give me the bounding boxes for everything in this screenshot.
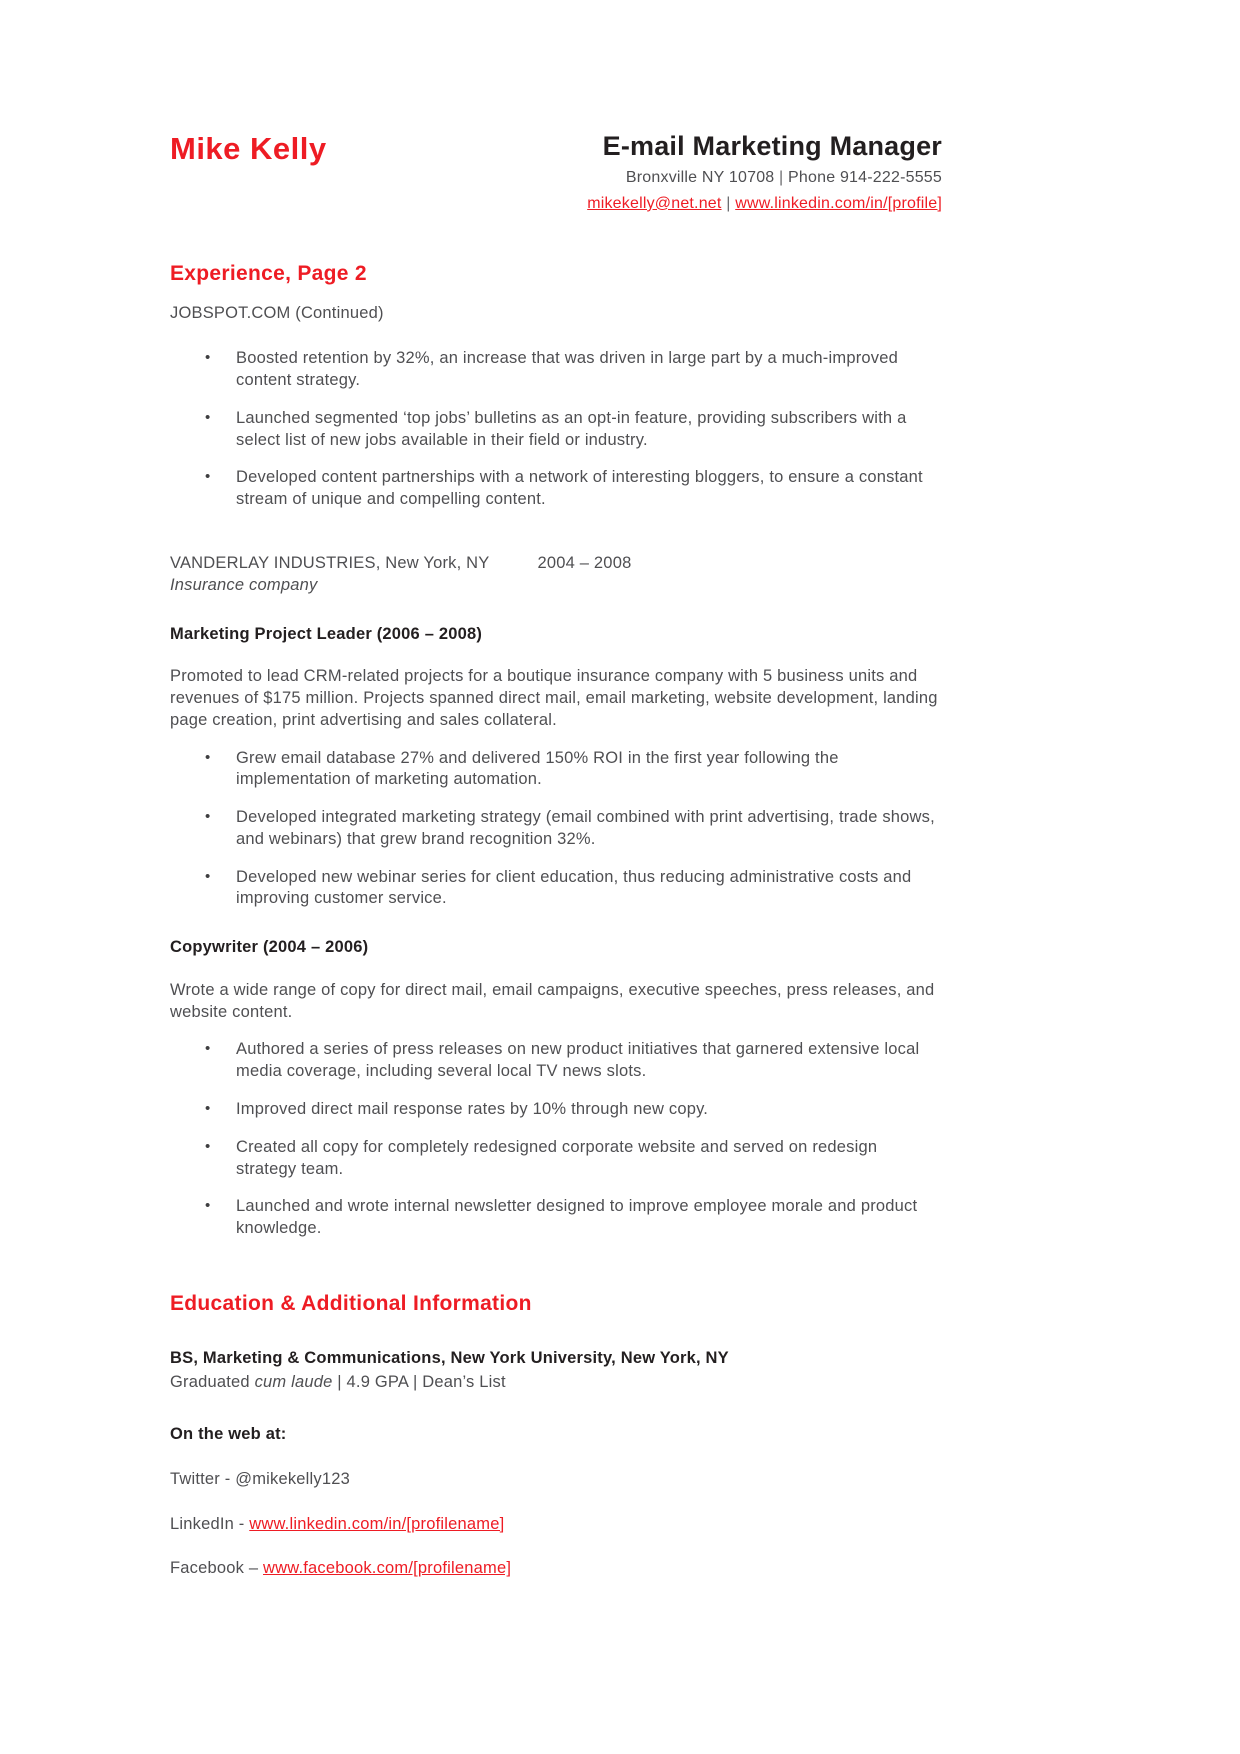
twitter-handle: @mikekelly123 — [235, 1469, 350, 1488]
list-item: • Launched and wrote internal newsletter designed to improve employee morale and product knowledge. — [236, 1196, 942, 1240]
contact-line-location-phone — [587, 167, 942, 188]
graduation-line — [170, 1372, 942, 1394]
linkedin-url-link[interactable]: www.linkedin.com/in/[profilename] — [249, 1514, 505, 1533]
list-item: • Grew email database 27% and delivered 150% ROI in the first year following the implementation of marketing automation. — [236, 748, 942, 792]
graduated-prefix: Graduated — [170, 1373, 255, 1392]
list-item: • Developed content partnerships with a network of interesting bloggers, to ensure a constant stream of unique and compelling content. — [236, 467, 942, 511]
employment-dates: 2004 – 2008 — [537, 553, 632, 572]
list-item: • Launched segmented ‘top jobs’ bulletins as an opt-in feature, providing subscribers with a select list of new jobs available in their field or industry. — [236, 408, 942, 452]
role-summary: Wrote a wide range of copy for direct mail, email campaigns, executive speeches, press releases, and website content. — [170, 980, 935, 1021]
linkedin-label: LinkedIn - — [170, 1514, 250, 1533]
list-item: • Authored a series of press releases on new product initiatives that garnered extensive local media coverage, including several local TV news slots. — [236, 1039, 942, 1083]
gpa-deans-list-text: | 4.9 GPA | Dean’s List — [332, 1373, 506, 1392]
experience-heading: Experience, Page 2 — [170, 261, 367, 285]
education-heading: Education & Additional Information — [170, 1291, 532, 1315]
title-block — [587, 132, 942, 214]
cum-laude-text: cum laude — [254, 1373, 333, 1392]
email-link[interactable]: mikekelly@net.net — [587, 194, 722, 212]
linkedin-line — [170, 1514, 942, 1536]
list-item: • Developed integrated marketing strategy (email combined with print advertising, trade shows, and webinars) that grew brand recognition 32%. — [236, 807, 942, 851]
role-summary: Promoted to lead CRM-related projects for a boutique insurance company with 5 business units and revenues of $175 million. Projects spanned direct mail, email marketing, website development, landing page creation, print advertising and sales collateral. — [170, 667, 938, 729]
on-the-web-heading: On the web at: — [170, 1425, 287, 1444]
location-text: Bronxville NY 10708 — [625, 168, 775, 186]
jobspot-bullet-list — [170, 348, 942, 511]
jobspot-company-line: JOBSPOT.COM (Continued) — [170, 303, 384, 322]
list-item: • Developed new webinar series for client education, thus reducing administrative costs and improving customer service. — [236, 867, 942, 911]
list-item: • Boosted retention by 32%, an increase that was driven in large part by a much-improved content strategy. — [236, 348, 942, 392]
degree-line: BS, Marketing & Communications, New York University, New York, NY — [170, 1348, 729, 1367]
list-item: • Created all copy for completely redesigned corporate website and served on redesign strategy team. — [236, 1137, 942, 1181]
candidate-name: Mike Kelly — [170, 131, 327, 166]
role-title-copywriter: Copywriter (2004 – 2006) — [170, 938, 369, 957]
resume-page — [170, 132, 942, 1580]
facebook-url-link[interactable]: www.facebook.com/[profilename] — [263, 1559, 512, 1578]
linkedin-profile-link[interactable]: www.linkedin.com/in/[profile] — [735, 194, 942, 212]
vanderlay-block — [170, 553, 942, 1240]
twitter-label: Twitter - — [170, 1469, 236, 1488]
job-title: E-mail Marketing Manager — [602, 131, 942, 161]
company-descriptor: Insurance company — [170, 575, 318, 594]
contact-line-email-linkedin — [587, 193, 942, 214]
separator-pipe: | — [721, 194, 736, 212]
facebook-label: Facebook – — [170, 1559, 264, 1578]
separator-pipe: | — [774, 168, 789, 186]
copywriter-bullet-list — [170, 1039, 942, 1239]
list-item: • Improved direct mail response rates by 10% through new copy. — [236, 1099, 942, 1121]
twitter-line — [170, 1469, 942, 1491]
resume-header — [170, 132, 942, 214]
phone-text: Phone 914-222-5555 — [788, 168, 942, 186]
role-title-marketing-project-leader: Marketing Project Leader (2006 – 2008) — [170, 624, 483, 643]
facebook-line — [170, 1558, 942, 1580]
vanderlay-company-line — [170, 553, 942, 575]
company-name: VANDERLAY INDUSTRIES, New York, NY — [170, 553, 490, 572]
marketing-project-leader-bullet-list — [170, 748, 942, 911]
